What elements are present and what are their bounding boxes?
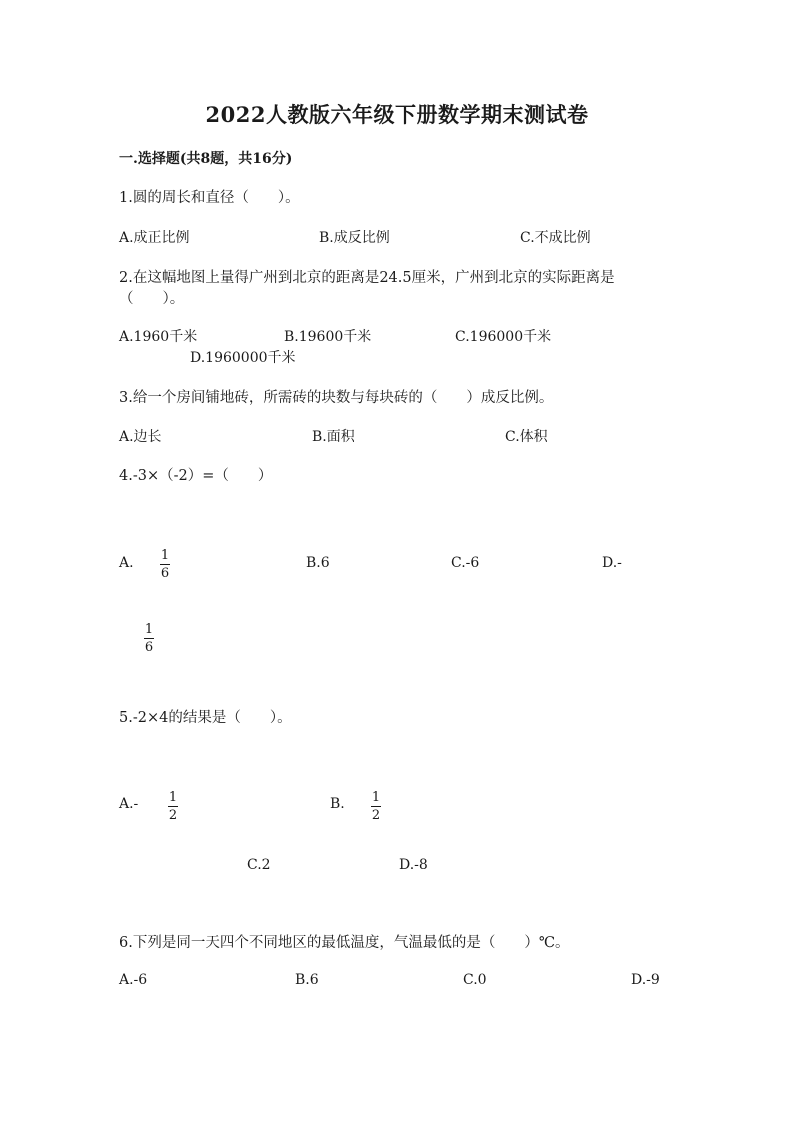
question-3-option-c: C.体积 xyxy=(505,429,548,445)
question-4-option-b: B.6 xyxy=(306,555,330,571)
question-4-option-a: A. xyxy=(119,555,134,571)
fraction-denominator: 6 xyxy=(160,566,170,581)
question-2-stem-line2: （ ）。 xyxy=(119,291,185,307)
question-5-option-d: D.-8 xyxy=(399,857,428,873)
fraction-bar xyxy=(371,806,381,807)
question-2-option-c: C.196000千米 xyxy=(455,329,552,345)
fraction-bar xyxy=(144,638,154,639)
question-5-option-c: C.2 xyxy=(247,857,271,873)
question-3-option-b: B.面积 xyxy=(312,429,355,445)
question-6-option-b: B.6 xyxy=(295,972,319,988)
question-6-stem: 6.下列是同一天四个不同地区的最低温度，气温最低的是（ ）℃。 xyxy=(119,935,570,951)
question-4-option-a-fraction xyxy=(160,549,170,581)
question-6-option-a: A.-6 xyxy=(119,972,148,988)
fraction-denominator: 2 xyxy=(371,808,381,823)
fraction-bar xyxy=(160,564,170,565)
question-5-stem: 5.-2×4的结果是（ ）。 xyxy=(119,710,292,726)
fraction-denominator: 6 xyxy=(144,640,154,655)
fraction-numerator: 1 xyxy=(160,548,170,563)
question-3-option-a: A.边长 xyxy=(119,429,162,445)
question-1-stem: 1.圆的周长和直径（ ）。 xyxy=(119,190,300,206)
page-title: 2022人教版六年级下册数学期末测试卷 xyxy=(205,102,589,127)
question-2-stem-line1: 2.在这幅地图上量得广州到北京的距离是24.5厘米，广州到北京的实际距离是 xyxy=(119,270,615,286)
fraction-numerator: 1 xyxy=(168,790,178,805)
question-6-option-d: D.-9 xyxy=(631,972,660,988)
question-2-option-b: B.19600千米 xyxy=(284,329,372,345)
question-2-option-d: D.1960000千米 xyxy=(190,350,296,366)
question-1-option-b: B.成反比例 xyxy=(319,230,390,246)
question-2-option-a: A.1960千米 xyxy=(119,329,198,345)
fraction-bar xyxy=(168,806,178,807)
question-1-option-c: C.不成比例 xyxy=(520,230,591,246)
question-5-option-b: B. xyxy=(330,796,345,812)
question-4-option-d: D.- xyxy=(602,555,622,571)
question-6-option-c: C.0 xyxy=(463,972,487,988)
question-5-option-b-fraction xyxy=(371,791,381,823)
fraction-denominator: 2 xyxy=(168,808,178,823)
question-4-stem: 4.-3×（-2）=（ ） xyxy=(119,468,273,484)
question-1-option-a: A.成正比例 xyxy=(119,230,190,246)
question-5-option-a-fraction xyxy=(168,791,178,823)
question-5-option-a: A.- xyxy=(119,796,139,812)
fraction-numerator: 1 xyxy=(144,622,154,637)
question-4-option-d-fraction xyxy=(144,623,154,655)
fraction-numerator: 1 xyxy=(371,790,381,805)
section-heading: 一.选择题(共8题，共16分) xyxy=(119,151,293,167)
question-4-option-c: C.-6 xyxy=(451,555,480,571)
question-3-stem: 3.给一个房间铺地砖，所需砖的块数与每块砖的（ ）成反比例。 xyxy=(119,390,554,406)
